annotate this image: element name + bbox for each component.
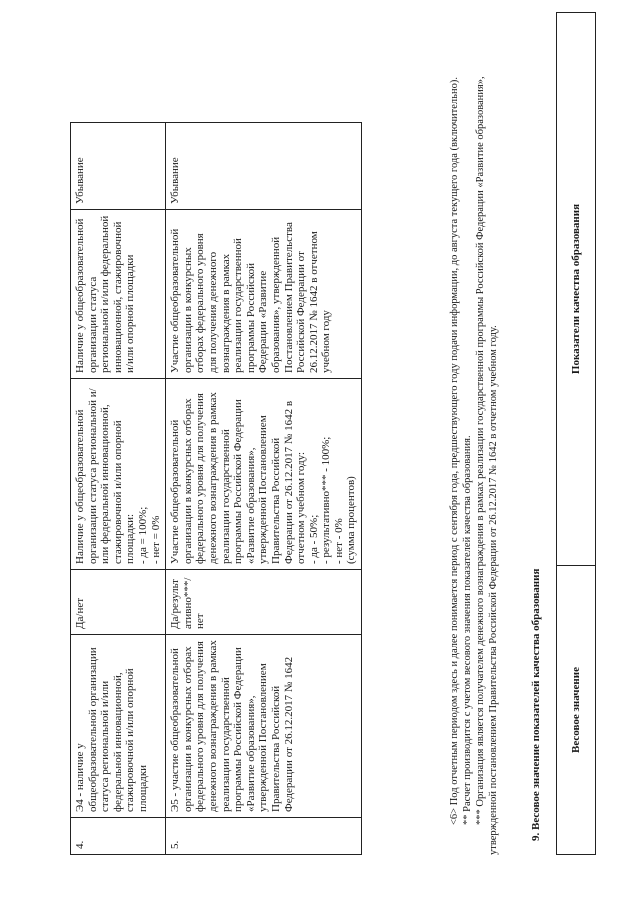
row-number: 5. (166, 818, 362, 855)
indicator-name: Э4 - наличие у общеобразовательной организации статуса региональной и/или федеральной инновационной, стажировочной и/или опорной площадки (71, 635, 166, 818)
weights-header-row (557, 13, 596, 855)
section-title: 9. Весовое значение показателей качества образования (530, 568, 542, 841)
row-number: 4. (71, 818, 166, 855)
table-row (166, 123, 362, 855)
weights-header-weight: Весовое значение (557, 566, 596, 855)
footnotes (448, 15, 500, 855)
weights-table (556, 12, 596, 855)
table-row (71, 123, 166, 855)
indicator-type: Да/нет (71, 570, 166, 635)
footnote-recipient: *** Организация является получателем денежного вознаграждения в рамках реализации государственной программы Российской Федерации «Развитие образования», утвержденной постановлением Правительства Российской Федерации от 26.12.2017 № 1642 в отчетном учебном году. (475, 76, 499, 855)
footnote-weight: ** Расчет производится с учетом весового значения показателей качества образования. (462, 435, 473, 825)
indicator-description: Наличие у общеобразовательной организации статуса региональной и/или федеральной инновационной, стажировочной и/или опорной площадки (71, 210, 166, 379)
indicator-type: Да/результативно***/нет (166, 570, 362, 635)
footnote-period: <6> Под отчетным периодом здесь и далее понимается период с сентября года, предшествующего году подачи информации, до августа текущего года (включительно). (449, 77, 460, 825)
weights-header-indicators: Показатели качества образования (557, 13, 596, 566)
indicator-name: Э5 - участие общеобразовательной организации в конкурсных отборах федерального уровня для получения денежного вознаграждения в рамках реализации государственной программы Российской Федерации «Развитие образования», утвержденной Постановлением Правительства Российской Федерации от 26.12.2017 № 1642 (166, 635, 362, 818)
indicator-dynamics: Убывание (166, 123, 362, 210)
indicator-dynamics: Убывание (71, 123, 166, 210)
indicators-table (70, 122, 362, 855)
indicator-description: Участие общеобразовательной организации в конкурсных отборах федерального уровня для получения денежного вознаграждения в рамках реализации государственной программы Российской Федерации «Развитие образования», утвержденной Постановлением Правительства Российской Федерации от 26.12.2017 № 1642 в отчетном учебном году (166, 210, 362, 379)
indicator-criterion: Наличие у общеобразовательной организации статуса региональной и/или федеральной инновационной, стажировочной и/или опорной площадки: - да = 100%; - нет = 0% (71, 379, 166, 570)
indicator-criterion: Участие общеобразовательной организации в конкурсных отборах федерального уровня для получения денежного вознаграждения в рамках реализации государственной программы Российской Федерации «Развитие образования», утвержденной Постановлением Правительства Российской Федерации от 26.12.2017 № 1642 в отчетном учебном году: - да - 50%; - результативно*** - 100%; - нет - 0% (сумма процентов) (166, 379, 362, 570)
